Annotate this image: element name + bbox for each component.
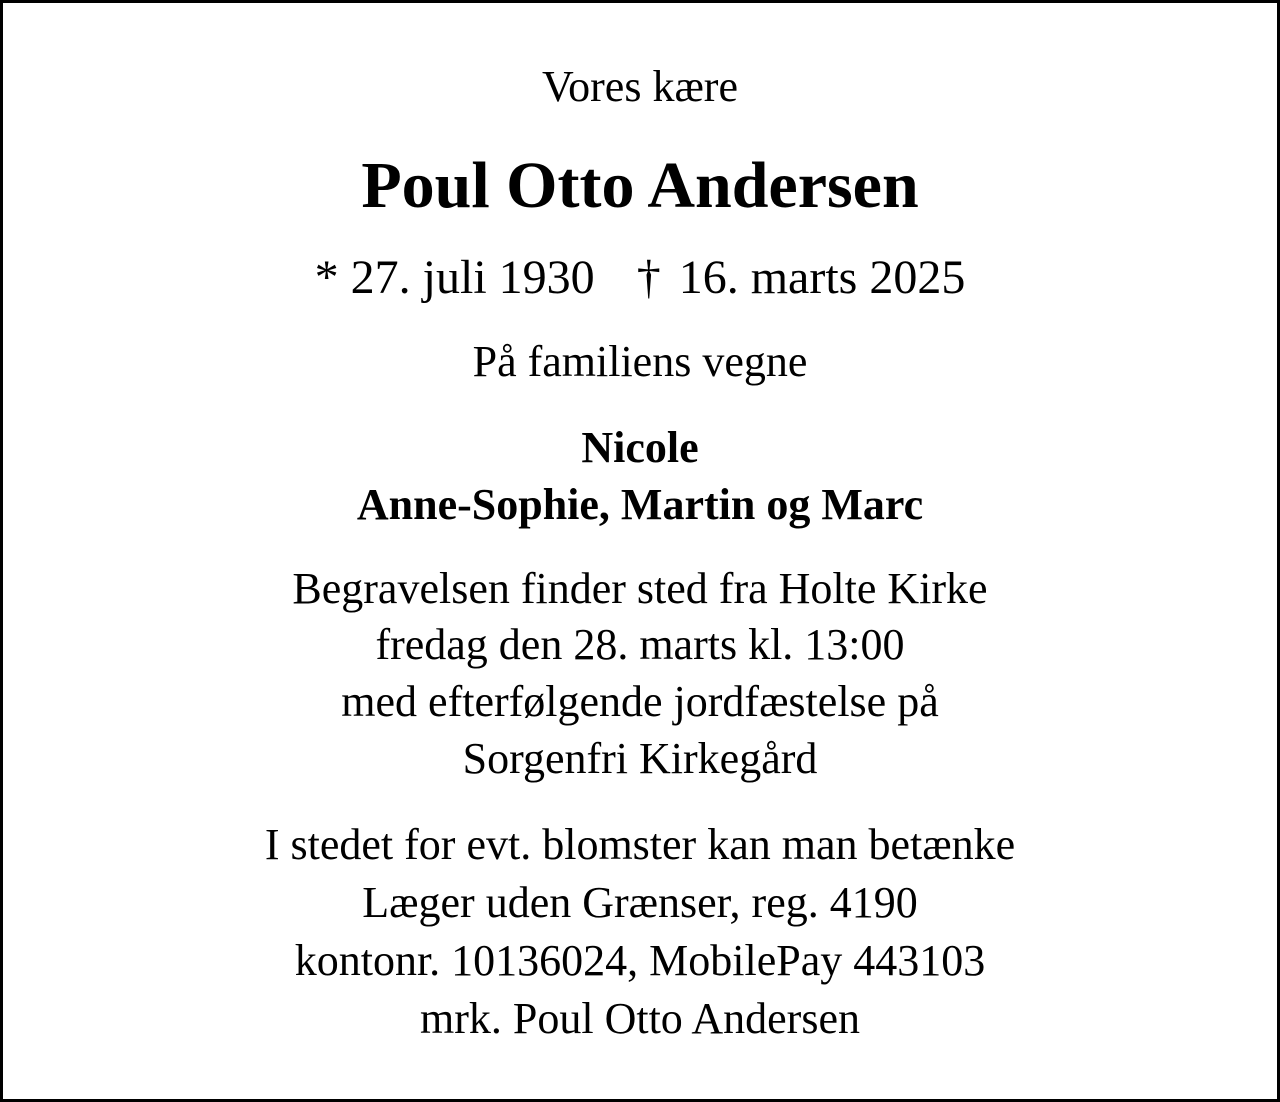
funeral-line: Sorgenfri Kirkegård bbox=[462, 734, 818, 783]
signer-line: Anne-Sophie, Martin og Marc bbox=[356, 480, 924, 529]
birth-date: * 27. juli 1930 bbox=[314, 251, 595, 304]
family-intro: På familiens vegne bbox=[472, 337, 808, 386]
funeral-line: fredag den 28. marts kl. 13:00 bbox=[375, 620, 905, 669]
funeral-line: med efterfølgende jordfæstelse på bbox=[341, 677, 939, 726]
intro-text: Vores kære bbox=[542, 62, 738, 111]
funeral-line: Begravelsen finder sted fra Holte Kirke bbox=[292, 564, 988, 613]
donation-line: mrk. Poul Otto Andersen bbox=[420, 994, 860, 1043]
death-date: 16. marts 2025 bbox=[678, 251, 966, 304]
donation-line: I stedet for evt. blomster kan man betænke bbox=[264, 820, 1016, 869]
donation-line: kontonr. 10136024, MobilePay 443103 bbox=[294, 936, 986, 985]
dagger-icon: † bbox=[636, 251, 661, 304]
life-dates bbox=[3, 251, 1277, 304]
donation-line: Læger uden Grænser, reg. 4190 bbox=[362, 878, 918, 927]
signer-line: Nicole bbox=[581, 423, 699, 472]
deceased-name: Poul Otto Andersen bbox=[361, 149, 919, 222]
